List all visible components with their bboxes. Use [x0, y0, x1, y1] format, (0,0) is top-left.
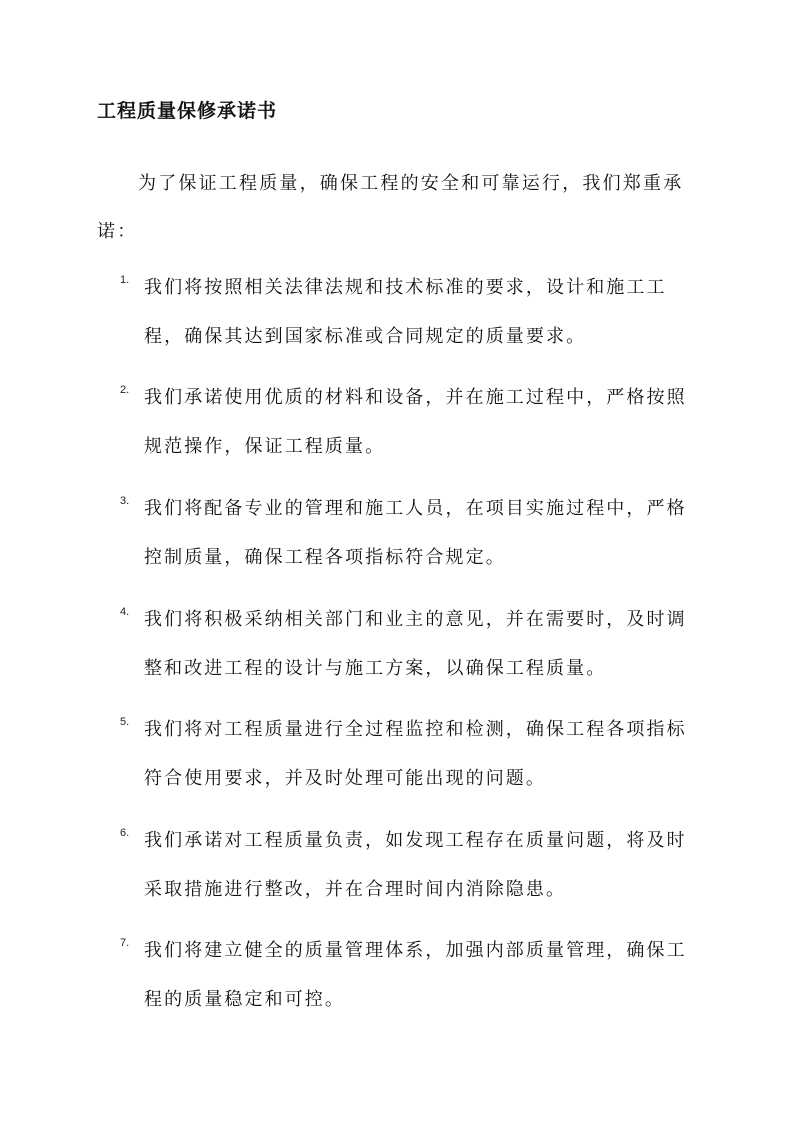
item-number: 7.	[120, 937, 130, 949]
item-number: 6.	[120, 827, 130, 839]
item-text: 我们将建立健全的质量管理体系，加强内部质量管理，确保工程的质量稳定和可控。	[144, 940, 687, 1010]
item-number: 3.	[120, 495, 130, 507]
item-text: 我们将对工程质量进行全过程监控和检测，确保工程各项指标符合使用要求，并及时处理可能出现的问题。	[144, 719, 687, 789]
item-number: 1.	[120, 274, 130, 286]
item-number: 4.	[120, 606, 130, 618]
item-text: 我们承诺使用优质的材料和设备，并在施工过程中，严格按照规范操作，保证工程质量。	[144, 387, 687, 457]
item-text: 我们将积极采纳相关部门和业主的意见，并在需要时，及时调整和改进工程的设计与施工方案，以确保工程质量。	[144, 609, 687, 679]
document-title: 工程质量保修承诺书	[97, 100, 278, 122]
item-text: 我们承诺对工程质量负责，如发现工程存在质量问题，将及时采取措施进行整改，并在合理时间内消除隐患。	[144, 830, 687, 900]
item-text: 我们将按照相关法律法规和技术标准的要求，设计和施工工程，确保其达到国家标准或合同规定的质量要求。	[144, 277, 667, 347]
item-number: 5.	[120, 716, 130, 728]
item-text: 我们将配备专业的管理和施工人员，在项目实施过程中，严格控制质量，确保工程各项指标符合规定。	[144, 498, 687, 568]
item-number: 2.	[120, 384, 130, 396]
intro-paragraph: 为了保证工程质量，确保工程的安全和可靠运行，我们郑重承诺：	[97, 173, 684, 242]
